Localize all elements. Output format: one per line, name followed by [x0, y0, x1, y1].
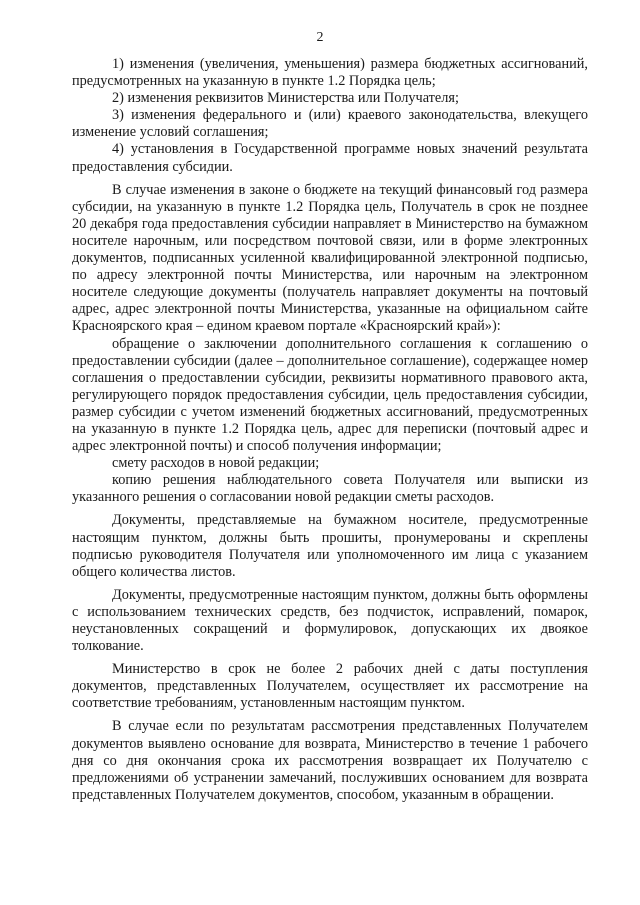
- paragraph: 1) изменения (увеличения, уменьшения) размера бюджетных ассигнований, предусмотренных на указанную в пункте 1.2 Порядка цель;: [72, 56, 588, 90]
- paragraph: 4) установления в Государственной программе новых значений результата предоставления субсидии.: [72, 141, 588, 175]
- paragraph: Министерство в срок не более 2 рабочих дней с даты поступления документов, представленных Получателем, осуществляет их рассмотрение на соответствие требованиям, установленным настоящим пунктом.: [72, 661, 588, 712]
- paragraph: В случае если по результатам рассмотрения представленных Получателем документов выявлено основание для возврата, Министерство в течение 1 рабочего дня со дня окончания срока их рассмотрения возвращает их Получателю с предложениями об устранении замечаний, послуживших основанием для возврата представленных Получателем документов, способом, указанным в обращении.: [72, 718, 588, 803]
- paragraph: Документы, предусмотренные настоящим пунктом, должны быть оформлены с использованием технических средств, без подчисток, исправлений, помарок, неустановленных сокращений и формулировок, допускающих их двоякое толкование.: [72, 586, 588, 655]
- paragraph: Документы, представляемые на бумажном носителе, предусмотренные настоящим пунктом, должны быть прошиты, пронумерованы и скреплены подписью руководителя Получателя или уполномоченного им лица с указанием общего количества листов.: [72, 512, 588, 580]
- paragraph: 2) изменения реквизитов Министерства или Получателя;: [112, 90, 459, 107]
- paragraph: смету расходов в новой редакции;: [112, 455, 320, 472]
- paragraph: обращение о заключении дополнительного соглашения к соглашению о предоставлении субсидии (далее – дополнительное соглашение), содержащее номер соглашения о предоставлении субсидии, реквизиты нормативного правового акта, регулирующего порядок предоставления субсидии, цель предоставления субсидии, размер субсидии с учетом изменений бюджетных ассигнований, предусмотренных на указанную в пункте 1.2 Порядка цель, адрес для переписки (почтовый адрес и адрес электронной почты) и способ получения информации;: [72, 335, 588, 455]
- paragraph: 3) изменения федерального и (или) краевого законодательства, влекущего изменение условий соглашения;: [72, 107, 588, 141]
- document-body: [72, 56, 588, 804]
- page-number: 2: [316, 30, 324, 45]
- paragraph: копию решения наблюдательного совета Получателя или выписки из указанного решения о согласовании новой редакции сметы расходов.: [72, 472, 588, 506]
- paragraph: В случае изменения в законе о бюджете на текущий финансовый год размера субсидии, на указанную в пункте 1.2 Порядка цель, Получатель в срок не позднее 20 декабря года предоставления субсидии направляет в Министерство на бумажном носителе нарочным, или посредством почтовой связи, или в форме электронных документов, подписанных усиленной квалифицированной электронной подписью, по адресу электронной почты Министерства, или нарочным на электронном носителе следующие документы (получатель направляет документы на почтовый адрес, адрес электронной почты Министерства, указанные на официальном сайте Красноярского края – едином краевом портале «Красноярский край»):: [72, 181, 588, 335]
